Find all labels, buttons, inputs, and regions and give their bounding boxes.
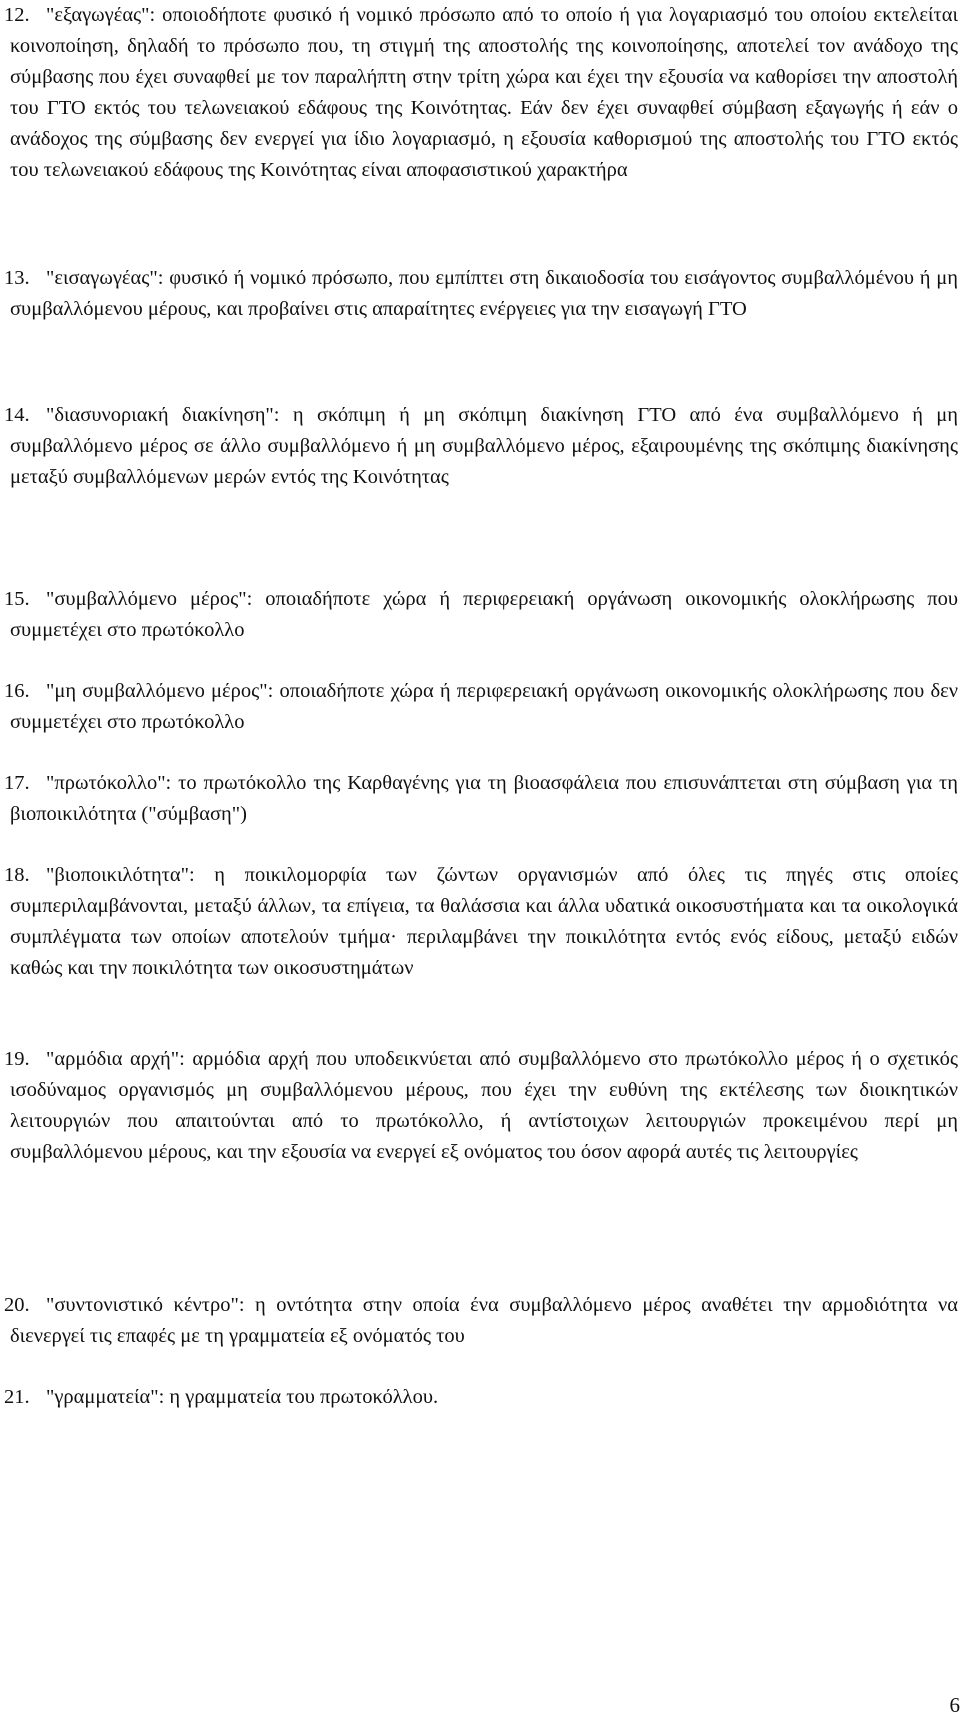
definition-text: "βιοποικιλότητα": η ποικιλομορφία των ζώντων οργανισμών από όλες τις πηγές στις οποίες συμπεριλαμβάνονται, μεταξύ άλλων, τα επίγεια, τα θαλάσσια και άλλα υδατικά οικοσυστήματα και τα οικολογικά συμπλέγματα των οποίων αποτελούν τμήμα· περιλαμβάνει την ποικιλότητα εντός ενός είδους, μεταξύ ειδών καθώς και την ποικιλότητα των οικοσυστημάτων [10,864,958,979]
definition-text: "συντονιστικό κέντρο": η οντότητα στην οποία ένα συμβαλλόμενο μέρος αναθέτει την αρμοδιότητα να διενεργεί τις επαφές με τη γραμματεία εξ ονόματός του [10,1294,958,1347]
definition-20 [4,1290,958,1352]
definition-text: "συμβαλλόμενο μέρος": οποιαδήποτε χώρα ή περιφερειακή οργάνωση οικονομικής ολοκλήρωσης που συμμετέχει στο πρωτόκολλο [10,588,958,641]
definition-number: 14. [4,404,30,426]
definition-13 [4,263,958,325]
definition-17 [4,768,958,830]
definition-16 [4,676,958,738]
definition-text: "πρωτόκολλο": το πρωτόκολλο της Καρθαγένης για τη βιοασφάλεια που επισυνάπτεται στη σύμβαση για τη βιοποικιλότητα ("σύμβαση") [10,772,958,825]
definition-number: 12. [4,4,30,26]
definition-number: 17. [4,772,30,794]
definition-19 [4,1044,958,1168]
definition-number: 20. [4,1294,30,1316]
definition-number: 15. [4,588,30,610]
definition-text: "μη συμβαλλόμενο μέρος": οποιαδήποτε χώρα ή περιφερειακή οργάνωση οικονομικής ολοκλήρωσης που δεν συμμετέχει στο πρωτόκολλο [10,680,958,733]
definition-15 [4,584,958,646]
definition-21 [4,1382,958,1413]
definition-text: "αρμόδια αρχή": αρμόδια αρχή που υποδεικνύεται από συμβαλλόμενο στο πρωτόκολλο μέρος ή ο σχετικός ισοδύναμος οργανισμός μη συμβαλλόμενου μέρους, που έχει την ευθύνη της εκτέλεσης των διοικητικών λειτουργιών που απαιτούνται από το πρωτόκολλο, ή αντίστοιχων λειτουργιών προκειμένου περί μη συμβαλλόμενου μέρους, και την εξουσία να ενεργεί εξ ονόματος του όσον αφορά αυτές τις λειτουργίες [10,1048,958,1163]
definition-text: "διασυνοριακή διακίνηση": η σκόπιμη ή μη σκόπιμη διακίνηση ΓΤΟ από ένα συμβαλλόμενο ή μη συμβαλλόμενο μέρος σε άλλο συμβαλλόμενο ή μη συμβαλλόμενο μέρος, εξαιρουμένης της σκόπιμης διακίνησης μεταξύ συμβαλλόμενων μερών εντός της Κοινότητας [10,404,958,488]
definition-number: 13. [4,267,30,289]
definition-number: 21. [4,1386,30,1408]
definition-text: "γραμματεία": η γραμματεία του πρωτοκόλλου. [46,1386,439,1408]
definition-12 [4,0,958,186]
definition-number: 19. [4,1048,30,1070]
definition-number: 16. [4,680,30,702]
definition-14 [4,400,958,493]
definition-number: 18. [4,864,30,886]
definition-text: "εξαγωγέας": οποιοδήποτε φυσικό ή νομικό πρόσωπο από το οποίο ή για λογαριασμό του οποίου εκτελείται κοινοποίηση, δηλαδή το πρόσωπο που, τη στιγμή της αποστολής της κοινοποίησης, αποτελεί τον ανάδοχο της σύμβασης που έχει συναφθεί με τον παραλήπτη στην τρίτη χώρα και έχει την εξουσία να καθορίσει την αποστολή του ΓΤΟ εκτός του τελωνειακού εδάφους της Κοινότητας. Εάν δεν έχει συναφθεί σύμβαση εξαγωγής ή εάν ο ανάδοχος της σύμβασης δεν ενεργεί για ίδιο λογαριασμό, η εξουσία καθορισμού της αποστολής του ΓΤΟ εκτός του τελωνειακού εδάφους της Κοινότητας είναι αποφασιστικού χαρακτήρα [10,4,958,181]
definition-18 [4,860,958,984]
page-number: 6 [949,1693,960,1717]
definition-text: "εισαγωγέας": φυσικό ή νομικό πρόσωπο, που εμπίπτει στη δικαιοδοσία του εισάγοντος συμβαλλόμένου ή μη συμβαλλόμενου μέρους, και προβαίνει στις απαραίτητες ενέργειες για την εισαγωγή ΓΤΟ [10,267,958,320]
